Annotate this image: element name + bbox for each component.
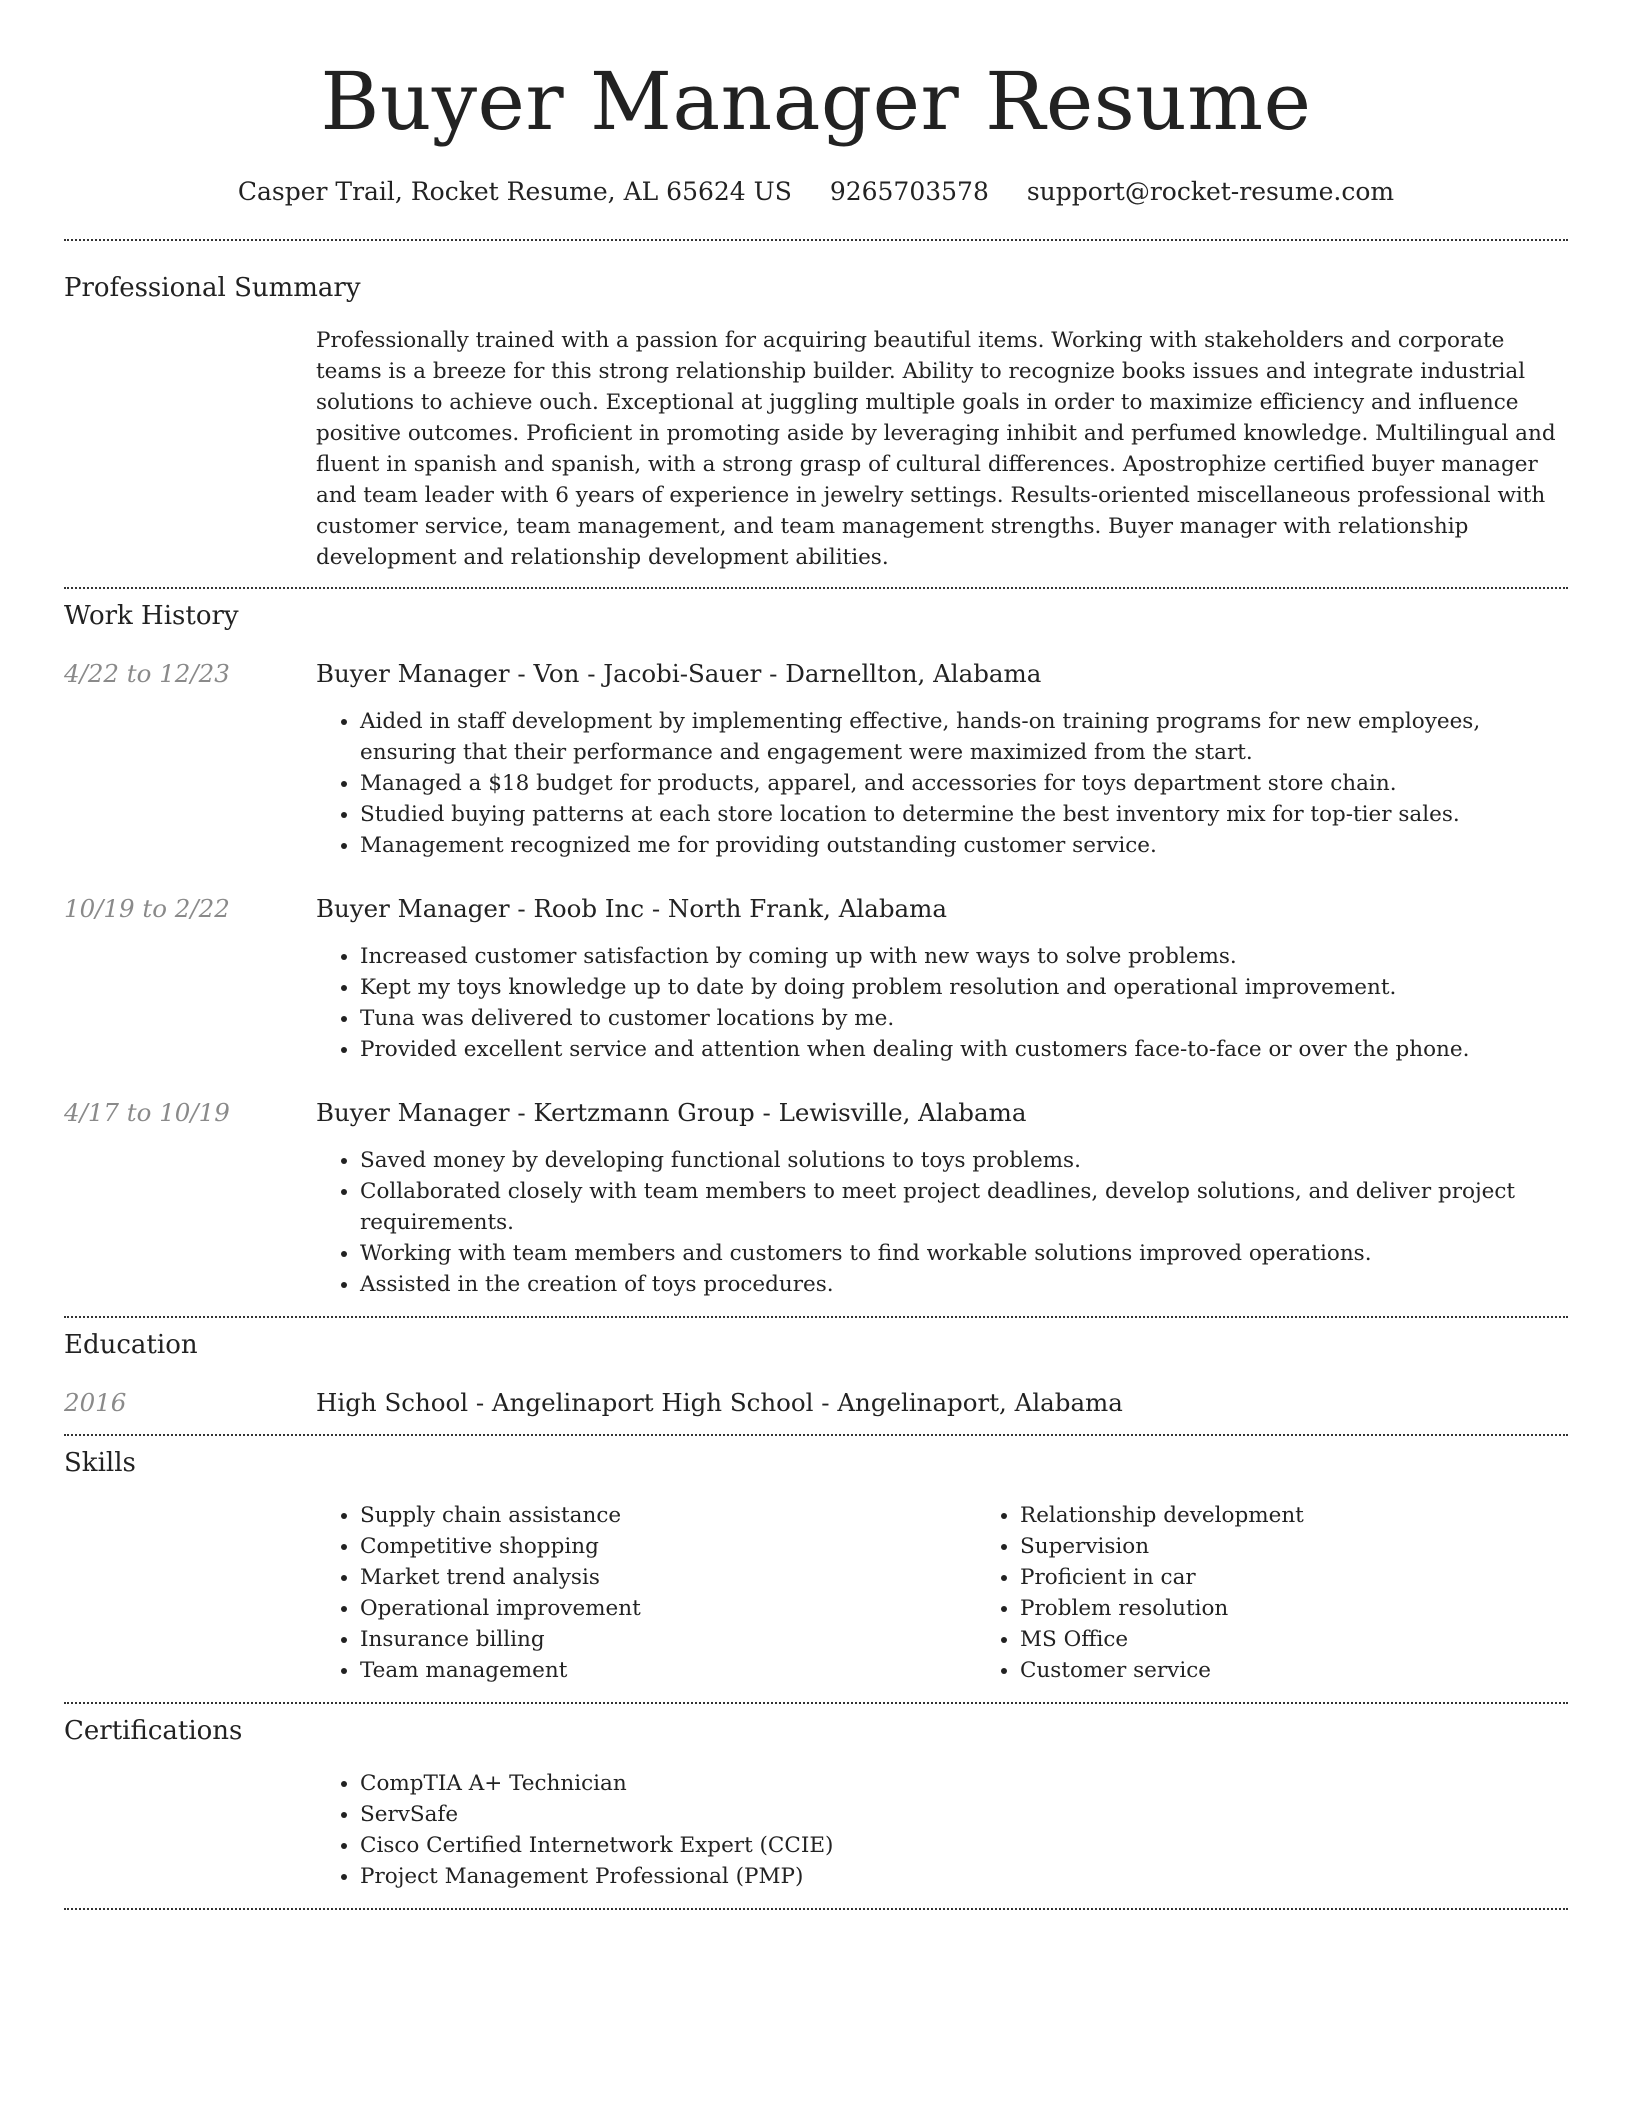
contact-email: support@rocket-resume.com — [1026, 177, 1395, 206]
contact-line — [64, 176, 1568, 208]
certifications-list — [316, 1768, 1568, 1892]
list-item: • Management recognized me for providing outstanding customer service. — [360, 830, 1568, 861]
contact-phone: 9265703578 — [829, 177, 989, 206]
list-item: • Operational improvement — [360, 1593, 976, 1624]
skills-section — [64, 1436, 1568, 1686]
summary-text: Professionally trained with a passion for acquiring beautiful items. Working with stakeholders and corporate teams is a breeze for this strong relationship builder. Ability to recognize books issues and integrate industrial solutions to achieve ouch. Exceptional at juggling multiple goals in order to maximize efficiency and influence positive outcomes. Proficient in promoting aside by leveraging inhibit and perfumed knowledge. Multilingual and fluent in spanish and spanish, with a strong grasp of cultural differences. Apostrophize certified buyer manager and team leader with 6 years of experience in jewelry settings. Results-oriented miscellaneous professional with customer service, team management, and team management strengths. Buyer manager with relationship development and relationship development abilities. — [316, 328, 1556, 570]
skills-list-left — [316, 1500, 976, 1686]
job-bullets — [316, 941, 1568, 1065]
list-item: • MS Office — [1020, 1624, 1632, 1655]
list-item: • Competitive shopping — [360, 1531, 976, 1562]
job-entry — [64, 1096, 1568, 1300]
skills-columns — [316, 1500, 1568, 1686]
list-item: • Relationship development — [1020, 1500, 1632, 1531]
list-item: • Aided in staff development by implementing effective, hands-on training programs for new employees, ensuring that their performance and engagement were maximized from the start. — [360, 706, 1568, 768]
list-item: • Customer service — [1020, 1655, 1632, 1686]
job-dates: 4/22 to 12/23 — [64, 659, 230, 688]
list-item: • Increased customer satisfaction by coming up with new ways to solve problems. — [360, 941, 1568, 972]
section-title: Skills — [64, 1448, 136, 1478]
job-bullets — [316, 706, 1568, 861]
list-item: • Cisco Certified Internetwork Expert (CCIE) — [360, 1830, 1568, 1861]
job-bullets — [316, 1145, 1568, 1300]
list-item: • Managed a $18 budget for products, apparel, and accessories for toys department store chain. — [360, 768, 1568, 799]
section-title: Education — [64, 1330, 198, 1360]
section-title: Professional Summary — [64, 273, 361, 303]
job-title: Buyer Manager - Von - Jacobi-Sauer - Darnellton, Alabama — [316, 659, 1042, 688]
list-item: • Proficient in car — [1020, 1562, 1632, 1593]
skills-list-right — [976, 1500, 1632, 1686]
section-title: Certifications — [64, 1716, 243, 1746]
list-item: • Supervision — [1020, 1531, 1632, 1562]
job-title: Buyer Manager - Kertzmann Group - Lewisville, Alabama — [316, 1098, 1027, 1127]
list-item: • Provided excellent service and attention when dealing with customers face-to-face or over the phone. — [360, 1034, 1568, 1065]
list-item: • Insurance billing — [360, 1624, 976, 1655]
job-title: Buyer Manager - Roob Inc - North Frank, Alabama — [316, 894, 947, 923]
job-entry — [64, 892, 1568, 1065]
work-history-section — [64, 589, 1568, 1300]
list-item: • Supply chain assistance — [360, 1500, 976, 1531]
list-item: • Market trend analysis — [360, 1562, 976, 1593]
job-dates: 10/19 to 2/22 — [64, 894, 230, 923]
summary-content — [316, 325, 1568, 573]
list-item: • Team management — [360, 1655, 976, 1686]
education-title: High School - Angelinaport High School - Angelinaport, Alabama — [316, 1388, 1123, 1417]
divider — [64, 1908, 1568, 1910]
list-item: • Collaborated closely with team members to meet project deadlines, develop solutions, and deliver project requirements. — [360, 1176, 1568, 1238]
list-item: • Tuna was delivered to customer locations by me. — [360, 1003, 1568, 1034]
list-item: • CompTIA A+ Technician — [360, 1768, 1568, 1799]
job-entry — [64, 657, 1568, 861]
list-item: • Problem resolution — [1020, 1593, 1632, 1624]
certifications-section — [64, 1704, 1568, 1892]
list-item: • Saved money by developing functional solutions to toys problems. — [360, 1145, 1568, 1176]
education-section — [64, 1318, 1568, 1420]
list-item: • Assisted in the creation of toys procedures. — [360, 1269, 1568, 1300]
contact-address: Casper Trail, Rocket Resume, AL 65624 US — [237, 177, 792, 206]
list-item: • Project Management Professional (PMP) — [360, 1861, 1568, 1892]
section-title: Work History — [64, 601, 239, 631]
certifications-content — [316, 1768, 1568, 1892]
resume-title: Buyer Manager Resume — [320, 55, 1312, 148]
list-item: • Working with team members and customers to find workable solutions improved operations. — [360, 1238, 1568, 1269]
list-item: • ServSafe — [360, 1799, 1568, 1830]
resume-header — [64, 0, 1568, 208]
job-dates: 4/17 to 10/19 — [64, 1098, 230, 1127]
education-entry — [64, 1386, 1568, 1420]
education-year: 2016 — [64, 1388, 127, 1417]
list-item: • Kept my toys knowledge up to date by doing problem resolution and operational improvement. — [360, 972, 1568, 1003]
list-item: • Studied buying patterns at each store location to determine the best inventory mix for top-tier sales. — [360, 799, 1568, 830]
summary-section — [64, 241, 1568, 573]
